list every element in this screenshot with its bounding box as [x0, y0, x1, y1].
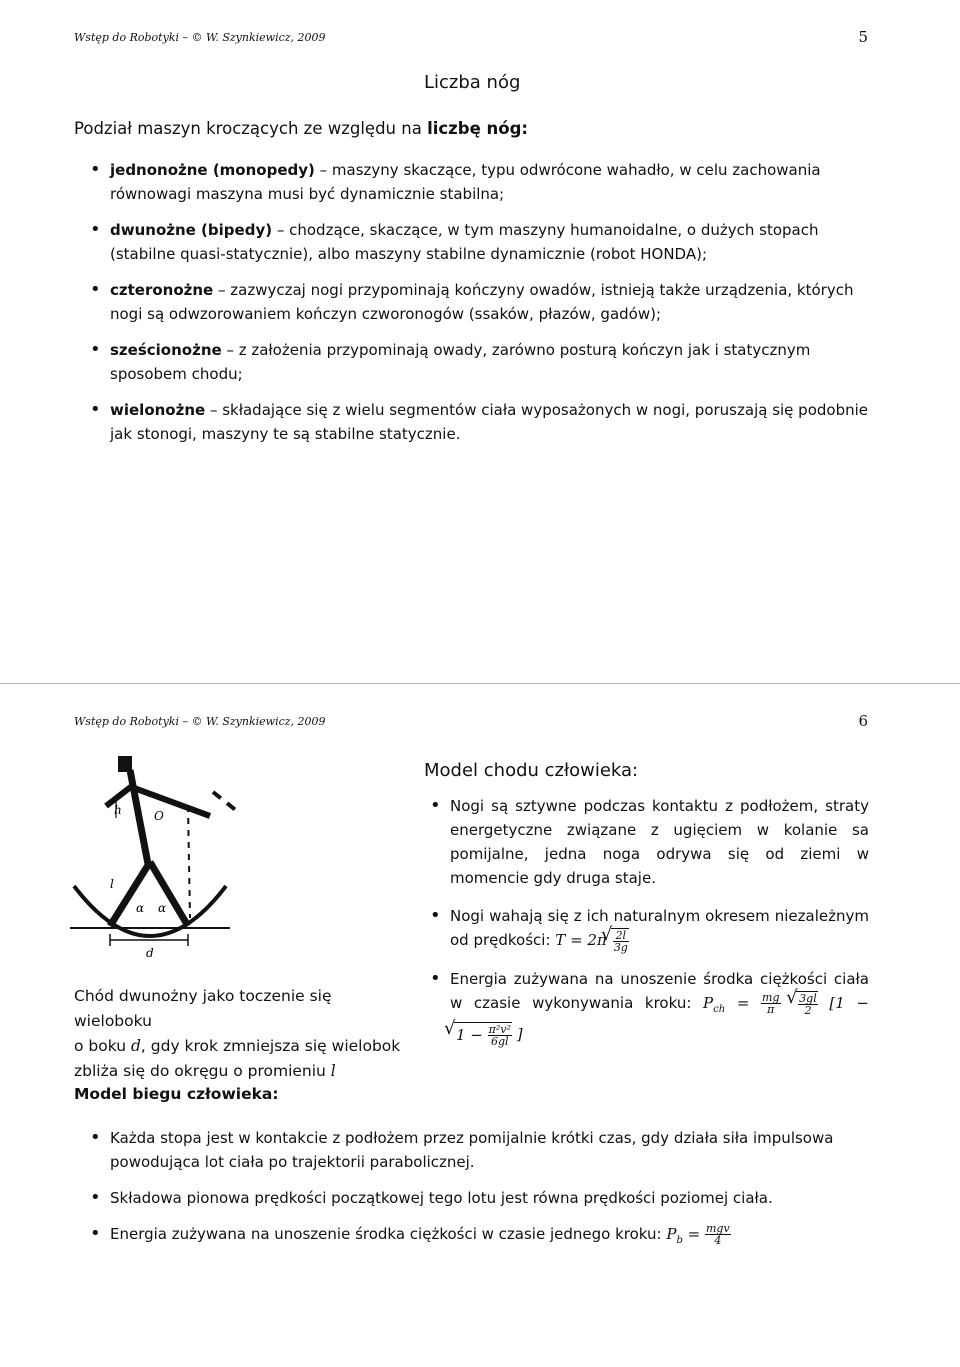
fraction [705, 1223, 731, 1246]
item-text: Składowa pionowa prędkości początkowej tego lotu jest równa prędkości poziomej ciała. [110, 1189, 773, 1207]
item-term: czteronożne [110, 281, 214, 299]
list-item [84, 1186, 874, 1210]
frac-den: 6gl [491, 1035, 509, 1048]
item-text: Energia zużywana na unoszenie środka ciężkości w czasie jednego kroku: [110, 1225, 667, 1243]
list-item [84, 1222, 874, 1253]
item-text: – chodzące, skaczące, w tym maszyny humanoidalne, o dużych stopach (stabilne quasi-statycznie), albo maszyny stabilne dynamicznie (robot HONDA); [110, 221, 819, 263]
frac-den: π [767, 1003, 775, 1016]
item-term: dwunożne (bipedy) [110, 221, 273, 239]
page-number: 5 [858, 28, 868, 46]
walk-model-title: Model chodu człowieka: [424, 760, 639, 781]
intro-text [74, 119, 528, 138]
page-header: Wstęp do Robotyki – © W. Szynkiewicz, 2009 [74, 31, 326, 44]
frac-num: √ 2l [613, 930, 629, 942]
swing-dashed-line [213, 792, 238, 812]
list-item [84, 398, 874, 446]
formula-power: P [703, 994, 714, 1012]
figure-leg-left [110, 862, 150, 926]
item-text: Nogi są sztywne podczas kontaktu z podłożem, straty energetyczne związane z ugięciem w kolanie sa pomijalne, jedna noga odrywa się od ziemi w momencie gdy druga staje. [450, 797, 869, 887]
item-text: – składające się z wielu segmentów ciała wyposażonych w nogi, poruszają się podobnie jak stonogi, maszyny te są stabilne statycznie. [110, 401, 868, 443]
caption-var: d [130, 1037, 141, 1055]
list-item [84, 338, 874, 386]
formula-power: P [666, 1225, 677, 1243]
item-text: Energia zużywana na unoszenie środka ciężkości ciała w czasie wykonywania kroku: [450, 970, 869, 1012]
formula-eq: = [682, 1225, 705, 1243]
formula-one: 1 − [456, 1026, 488, 1044]
figure-torso [130, 770, 148, 864]
fraction [613, 930, 629, 953]
caption-line [74, 1034, 414, 1059]
formula-sub: ch [713, 1004, 726, 1015]
figure-arm-right [134, 788, 210, 816]
item-text: Każda stopa jest w kontakcie z podłożem przez pomijalnie krótki czas, gdy działa siła impulsowa powodująca lot ciała po trajektorii parabolicznej. [110, 1129, 834, 1171]
label-l: l [110, 877, 114, 891]
label-d: d [146, 946, 154, 960]
frac-den: 4 [714, 1234, 722, 1247]
caption-line: Chód dwunożny jako toczenie się wieloboku [74, 987, 332, 1030]
fraction [488, 1024, 512, 1047]
list-item [84, 158, 874, 206]
sqrt [611, 928, 629, 953]
formula-sub: b [676, 1235, 683, 1246]
frac-num: π²v² [488, 1023, 511, 1036]
label-h: h [114, 803, 122, 817]
formula-period: T = 2π [555, 931, 607, 949]
list-item [84, 1126, 874, 1174]
figure-caption [74, 984, 414, 1104]
slide-title: Liczba nóg [424, 72, 521, 93]
vertical-dashed-line [188, 806, 190, 918]
formula-bracket: ] [516, 1025, 523, 1043]
list-item [84, 218, 874, 266]
frac-num: mg [762, 991, 780, 1004]
list-item [424, 794, 869, 890]
run-model-list [84, 1126, 874, 1253]
item-text: – maszyny skaczące, typu odwrócone wahadło, w celu zachowania równowagi maszyna musi być dynamicznie stabilna; [110, 161, 821, 203]
list-item [424, 904, 869, 953]
list-item [84, 278, 874, 326]
item-text: – zazwyczaj nogi przypominają kończyny owadów, istnieją także urządzenia, których nogi są odwzorowaniem kończyn czworonogów (ssaków, płazów, gadów); [110, 281, 854, 323]
run-model-title: Model biegu człowieka: [74, 1085, 279, 1103]
caption-var: l [330, 1062, 336, 1080]
figure-head [118, 756, 132, 772]
page-number: 6 [858, 712, 868, 730]
caption-text: o boku [74, 1037, 131, 1055]
caption-text: , gdy krok zmniejsza się wielobok [140, 1037, 401, 1055]
formula-bracket: [1 − [829, 994, 869, 1012]
biped-walking-figure [70, 750, 410, 975]
walk-model-list [424, 794, 869, 1047]
intro-bold: liczbę nóg: [427, 119, 529, 138]
list-item [424, 967, 869, 1047]
intro-prefix: Podział maszyn kroczących ze względu na [74, 119, 428, 138]
page-header: Wstęp do Robotyki – © W. Szynkiewicz, 2009 [74, 715, 326, 728]
frac-num: √ 3gl [799, 992, 817, 1005]
fraction [798, 993, 818, 1016]
frac-den: 3g [613, 941, 628, 954]
label-O: O [154, 809, 164, 823]
sqrt [454, 1022, 512, 1047]
label-alpha-right: α [158, 901, 167, 915]
caption-text: zbliża się do okręgu o promieniu [74, 1062, 331, 1080]
slide-page-6 [0, 684, 960, 1367]
sqrt [796, 991, 818, 1016]
item-term: sześcionożne [110, 341, 222, 359]
legs-list [84, 158, 874, 446]
fraction [761, 992, 780, 1015]
figure-leg-right [150, 862, 188, 926]
label-alpha-left: α [136, 901, 145, 915]
frac-num: mgv [705, 1222, 730, 1235]
slide-page-5 [0, 0, 960, 683]
frac-den: 2 [804, 1004, 812, 1017]
item-term: jednonożne (monopedy) [110, 161, 315, 179]
item-text: – z założenia przypominają owady, zarówno posturą kończyn jak i statycznym sposobem chodu; [110, 341, 811, 383]
formula-eq: = [725, 994, 762, 1012]
caption-line [74, 1059, 414, 1084]
item-text: Nogi wahają się z ich naturalnym okresem niezależnym od prędkości: [450, 907, 869, 949]
item-term: wielonożne [110, 401, 206, 419]
